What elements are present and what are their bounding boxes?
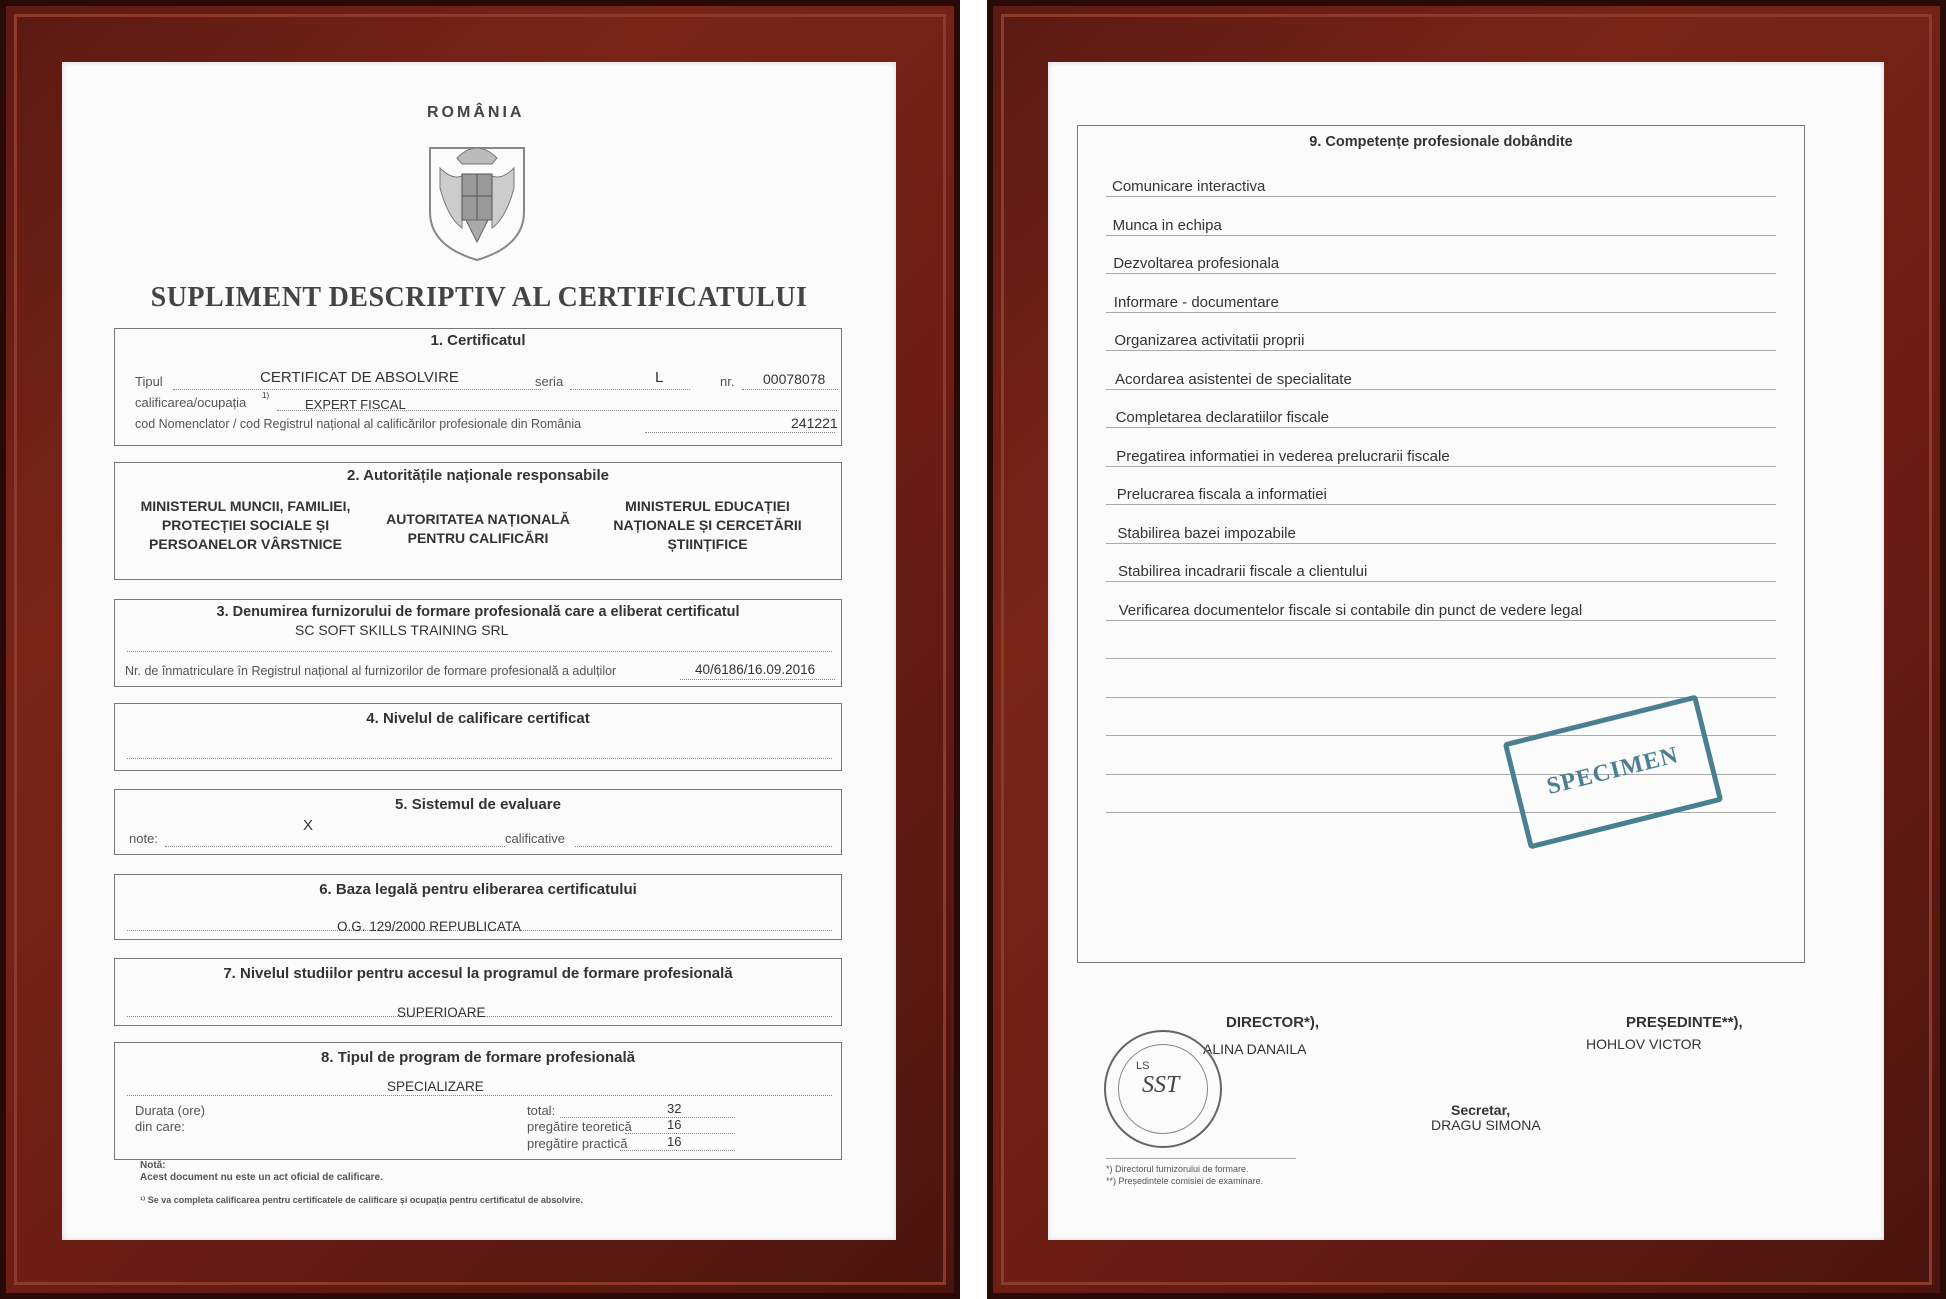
right-frame: [987, 0, 1946, 1299]
registration-value: 40/6186/16.09.2016: [695, 662, 816, 677]
company-seal: [1104, 1030, 1222, 1148]
section-7-dots: [127, 1016, 832, 1017]
competency-item: Pregatirea informatiei in vederea prelucrarii fiscale: [1116, 447, 1450, 465]
competency-item: Dezvoltarea profesionala: [1113, 255, 1280, 272]
competency-line: [1106, 774, 1776, 775]
calificative-label: calificative: [505, 831, 565, 846]
section-3-furnizor: [114, 599, 842, 687]
competency-line: [1106, 273, 1776, 274]
section-9-heading: 9. Competențe profesionale dobândite: [1309, 134, 1573, 150]
din-care-label: din care:: [135, 1119, 185, 1134]
teoretica-dots: [625, 1133, 735, 1134]
secretar-label: Secretar,: [1451, 1102, 1511, 1118]
calificarea-label: calificarea/ocupația: [135, 395, 247, 410]
competency-item: Informare - documentare: [1113, 293, 1279, 311]
competency-line: [1106, 581, 1776, 582]
right-paper: [1048, 62, 1884, 1240]
section-8-heading: 8. Tipul de program de formare profesională: [321, 1049, 635, 1066]
seal-ls: LS: [1136, 1060, 1150, 1072]
competency-item: Organizarea activitatii proprii: [1114, 332, 1305, 349]
section-6-baza-legala: [114, 874, 842, 940]
section-1-heading: 1. Certificatul: [430, 332, 526, 349]
director-name: ALINA DANAILA: [1203, 1041, 1307, 1057]
section-7-nivel-studii: [114, 958, 842, 1026]
registration-label: Nr. de înmatriculare în Registrul național al furnizorilor de formare profesională a adulților: [125, 664, 617, 678]
durata-label: Durata (ore): [135, 1103, 206, 1118]
competency-item: Stabilirea incadrarii fiscale a clientului: [1118, 563, 1368, 580]
country-label: ROMÂNIA: [427, 104, 525, 121]
competency-item: Verificarea documentelor fiscale si contabile din punct de vedere legal: [1118, 601, 1583, 619]
left-frame: [0, 0, 960, 1299]
presedinte-label: PREȘEDINTE**),: [1626, 1014, 1743, 1031]
authority-anc: AUTORITATEA NAȚIONALĂ PENTRU CALIFICĂRI: [386, 511, 570, 546]
section-6-dots: [127, 930, 832, 931]
section-6-heading: 6. Baza legală pentru eliberarea certificatului: [319, 881, 637, 898]
specimen-stamp: [1503, 694, 1724, 849]
section-8-tip-program: [114, 1042, 842, 1160]
competency-line: [1106, 658, 1776, 659]
total-dots: [560, 1117, 735, 1118]
tipul-dots: [173, 389, 543, 390]
calificarea-dots: [277, 410, 837, 411]
competency-line: [1106, 350, 1776, 351]
cod-dots: [645, 432, 835, 433]
section-2-heading: 2. Autoritățile naționale responsabile: [346, 467, 609, 484]
provider-dots: [127, 651, 832, 652]
section-8-value: SPECIALIZARE: [387, 1079, 484, 1094]
seria-dots: [570, 389, 690, 390]
section-1-certificat: [114, 328, 842, 446]
note-dots: [165, 846, 505, 847]
competency-line: [1106, 620, 1776, 621]
footnote-divider: [1106, 1158, 1296, 1159]
competency-line: [1106, 427, 1776, 428]
section-5-heading: 5. Sistemul de evaluare: [395, 796, 561, 813]
teoretica-label: pregătire teoretică: [527, 1119, 632, 1134]
footnote-text: ¹⁾ Se va completa calificarea pentru certificatele de calificare și ocupația pentru certificatul de absolvire.: [140, 1195, 583, 1205]
note-value: X: [303, 817, 314, 834]
footnote-presedinte: **) Președintele comisiei de examinare.: [1106, 1176, 1264, 1186]
practica-value: 16: [667, 1134, 682, 1149]
competency-line: [1106, 543, 1776, 544]
competency-line: [1106, 312, 1776, 313]
authority-ministerul-educatiei: MINISTERUL EDUCAȚIEI NAȚIONALE ȘI CERCETĂRII ȘTIINȚIFICE: [613, 498, 802, 552]
section-4-nivel: [114, 703, 842, 771]
section-8-dots: [127, 1095, 832, 1096]
total-value: 32: [667, 1101, 682, 1116]
secretar-name: DRAGU SIMONA: [1431, 1117, 1541, 1133]
seal-initials: SST: [1142, 1072, 1180, 1098]
section-6-value: O.G. 129/2000 REPUBLICATA: [337, 919, 522, 934]
competency-item: Munca in echipa: [1112, 216, 1222, 234]
tipul-value: CERTIFICAT DE ABSOLVIRE: [260, 369, 459, 386]
competency-line: [1106, 235, 1776, 236]
calificarea-value: EXPERT FISCAL: [305, 397, 406, 412]
provider-name: SC SOFT SKILLS TRAINING SRL: [295, 622, 509, 638]
teoretica-value: 16: [667, 1117, 682, 1132]
competency-item: Stabilirea bazei impozabile: [1117, 524, 1296, 542]
note-text: Acest document nu este un act oficial de calificare.: [140, 1172, 383, 1183]
specimen-text: SPECIMEN: [1544, 742, 1682, 800]
document-title: SUPLIMENT DESCRIPTIV AL CERTIFICATULUI: [150, 282, 808, 313]
practica-dots: [620, 1150, 735, 1151]
footnote-director: *) Directorul furnizorului de formare.: [1106, 1164, 1249, 1174]
left-paper: [62, 62, 896, 1240]
competency-item: Comunicare interactiva: [1112, 178, 1266, 195]
competency-line: [1106, 697, 1776, 698]
section-9-competente: [1077, 125, 1805, 963]
section-7-value: SUPERIOARE: [397, 1005, 486, 1020]
section-2-autoritati: [114, 462, 842, 580]
authority-ministerul-muncii: MINISTERUL MUNCII, FAMILIEI, PROTECȚIEI SOCIALE ȘI PERSOANELOR VÂRSTNICE: [140, 498, 351, 552]
section-7-heading: 7. Nivelul studiilor pentru accesul la programul de formare profesională: [223, 965, 733, 982]
cod-label: cod Nomenclator / cod Registrul național al calificărilor profesionale din România: [135, 417, 582, 431]
total-label: total:: [527, 1103, 556, 1118]
section-4-dots: [127, 758, 832, 759]
competency-line: [1106, 812, 1776, 813]
nr-dots: [742, 389, 838, 390]
competency-item: Prelucrarea fiscala a informatiei: [1116, 486, 1327, 503]
seria-label: seria: [535, 374, 564, 389]
competency-item: Acordarea asistentei de specialitate: [1115, 370, 1352, 388]
director-label: DIRECTOR*),: [1226, 1014, 1320, 1031]
competency-line: [1106, 389, 1776, 390]
calificarea-footnote-marker: 1): [262, 391, 270, 400]
section-4-heading: 4. Nivelul de calificare certificat: [366, 710, 590, 727]
nr-label: nr.: [720, 374, 735, 389]
cod-value: 241221: [791, 415, 838, 431]
section-5-evaluare: [114, 789, 842, 855]
tipul-label: Tipul: [135, 374, 163, 389]
presedinte-name: HOHLOV VICTOR: [1586, 1036, 1702, 1052]
practica-label: pregătire practică: [527, 1136, 628, 1151]
competency-line: [1106, 504, 1776, 505]
competency-line: [1106, 196, 1776, 197]
registration-dots: [680, 679, 835, 680]
note-title: Notă:: [140, 1160, 166, 1171]
note-label: note:: [129, 831, 158, 846]
seria-value: L: [655, 369, 664, 386]
coat-of-arms-icon: [422, 128, 532, 262]
nr-value: 00078078: [763, 371, 826, 387]
seal-ring: [1118, 1044, 1208, 1134]
competency-line: [1106, 466, 1776, 467]
calificative-dots: [575, 846, 832, 847]
competency-line: [1106, 735, 1776, 736]
section-3-heading: 3. Denumirea furnizorului de formare profesională care a eliberat certificatul: [216, 604, 740, 620]
competency-item: Completarea declaratiilor fiscale: [1115, 409, 1330, 426]
